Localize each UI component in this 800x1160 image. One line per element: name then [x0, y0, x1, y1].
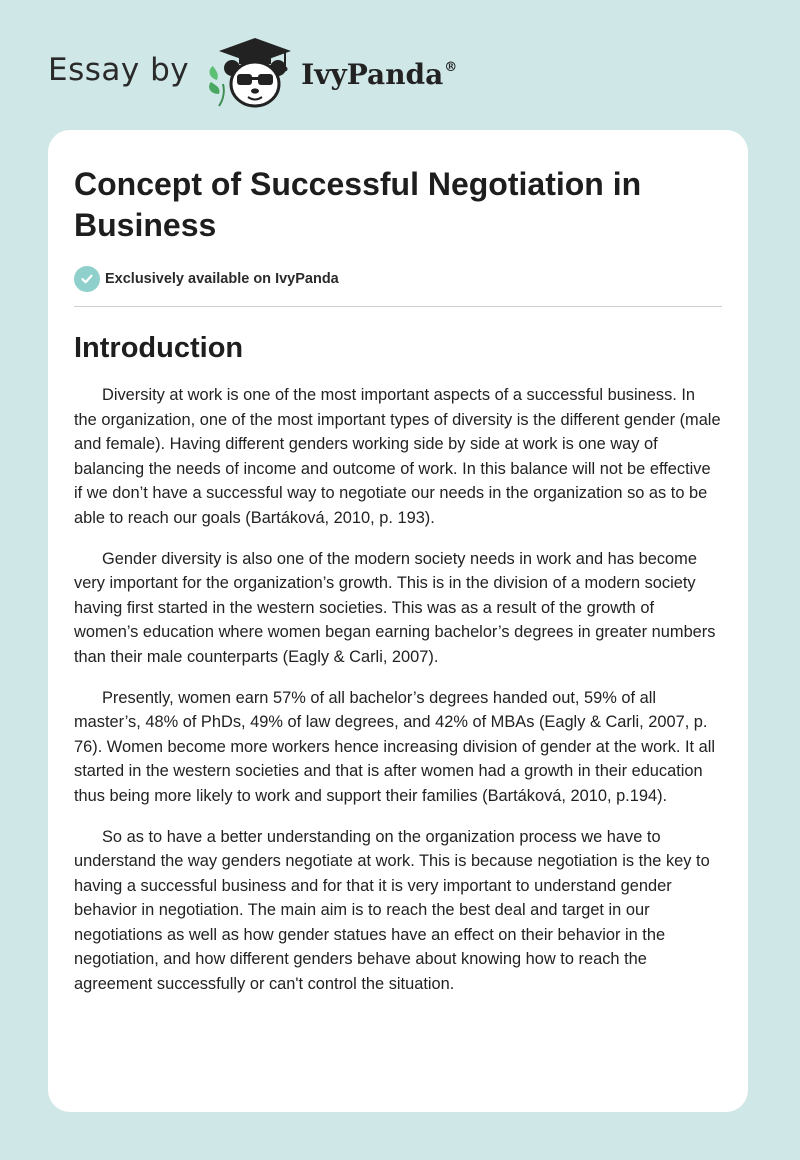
exclusive-badge: [74, 266, 722, 292]
essay-by-label: Essay by: [48, 52, 190, 88]
panda-logo-icon: [205, 34, 299, 110]
paragraph: Presently, women earn 57% of all bachelor’s degrees handed out, 59% of all master’s, 48% of PhDs, 49% of law degrees, and 42% of MBAs (Eagly & Carli, 2007, p. 76). Women become more workers hence increasing division of gender at the work. It all started in the western societies and that is after women had a growth in their education thus being more likely to work and support their families (Bartáková, 2010, p.194).: [74, 688, 716, 805]
registered-mark: ®: [444, 59, 458, 75]
paragraph: Gender diversity is also one of the modern society needs in work and has become very important for the organization’s growth. This is in the division of a modern society having first started in the western societies. This was as a result of the growth of women’s education where women began earning bachelor’s degrees in greater numbers than their male counterparts (Eagly & Carli, 2007).: [74, 549, 716, 666]
exclusive-badge-text: Exclusively available on IvyPanda: [105, 271, 339, 287]
essay-body: [74, 383, 722, 997]
brand-wordmark: [301, 58, 457, 91]
site-header: [48, 34, 457, 110]
leaf-icon: [209, 66, 224, 106]
brand-name-text: IvyPanda: [301, 57, 444, 91]
divider: [74, 306, 722, 307]
paragraph: So as to have a better understanding on the organization process we have to understand the way genders negotiate at work. This is because negotiation is the key to having a successful business and for that it is very important to understand gender behavior in negotiation. The main aim is to reach the best deal and target in our negotiations as well as how gender statues have an effect on their behavior in the negotiation, and how different genders behave about knowing how to reach the agreement successfully or can't control the situation.: [74, 827, 710, 994]
essay-card: [48, 130, 748, 1112]
essay-title: Concept of Successful Negotiation in Business: [74, 166, 642, 243]
paragraph: Diversity at work is one of the most important aspects of a successful business. In the organization, one of the most important types of diversity is the different gender (male and female). Having different genders working side by side at work is one way of balancing the needs of income and outcome of work. In this balance will not be effective if we don’t have a successful way to negotiate our needs in the organization so as to be able to reach our goals (Bartáková, 2010, p. 193).: [74, 386, 721, 527]
section-heading-introduction: Introduction: [74, 332, 244, 364]
check-circle-icon: [74, 266, 100, 292]
ivypanda-logo-link[interactable]: [205, 34, 457, 110]
